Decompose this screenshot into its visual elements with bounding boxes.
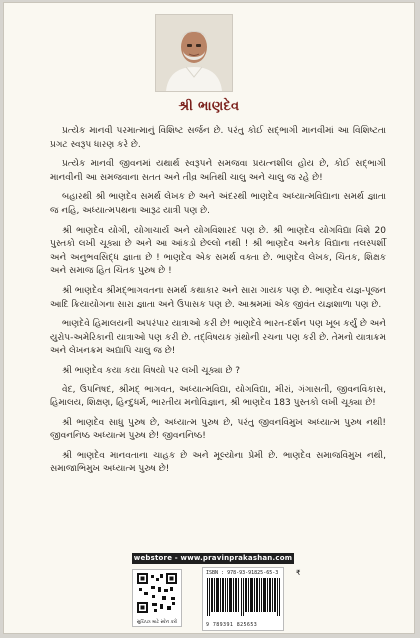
price-label: ₹: [296, 569, 301, 577]
isbn-barcode-box: [202, 567, 284, 631]
author-name-title: શ્રી ભાણદેવ: [178, 99, 240, 114]
blurb-paragraph: શ્રી ભાણદેવ યોગી, યોગાચાર્ય અને યોગવિશારદ પણ છે. શ્રી ભાણદેવ યોગવિદ્યા વિશે 20 પુસ્તકો લખી ચૂક્યા છે અને આ આંકડો છેલ્લો નથી ! શ્રી ભાણદેવ અનેક વિદ્યાના તલસ્પર્શી અને અનુભવસિદ્ધ જ્ઞાતા છે ! ભાણદેવ એક સમર્થ વક્તા છે. ભાણદેવ લેખક, ચિંતક, શિક્ષક અને સમાજ હિત ચિંતક પુરુષ છે !: [50, 225, 386, 277]
blurb: [50, 125, 386, 483]
barcode-number: 9 789391 825653: [206, 622, 258, 628]
blurb-paragraph: શ્રી ભાણદેવ શ્રીમદ્‌ભાગવતના સમર્થ કથાકાર અને સારા ગાયક પણ છે. ભાણદેવ યજ્ઞ-પૂજન આદિ ક્રિયાયોગના સારા જ્ઞાતા અને ઉપાસક પણ છે. આશ્રમમાં એક જીવંત યજ્ઞશાળા પણ છે.: [50, 285, 386, 310]
qr-caption: સુચિપત્ર માટે સ્કેન કરો: [136, 620, 178, 625]
blurb-paragraph: બહારથી શ્રી ભાણદેવ સમર્થ લેખક છે અને અંદરથી ભાણદેવ અધ્યાત્મવિદ્યાના સમર્થ જ્ઞાતા જ નહિ, અધ્યાત્મપથના આરૂઢ યાત્રી પણ છે.: [50, 192, 386, 216]
back-cover: [3, 2, 415, 634]
blurb-paragraph: શ્રી ભાણદેવ સાધુ પુરુષ છે, અધ્યાત્મ પુરુષ છે, પરંતુ જીવનવિમુખ અધ્યાત્મ પુરુષ નથી! જીવનનિષ્ઠ અધ્યાત્મ પુરુષ છે! જીવનનિષ્ઠ!: [50, 417, 386, 442]
qr-code-icon: [137, 573, 177, 613]
blurb-paragraph: શ્રી ભાણદેવ માનવતાના ચાહક છે અને મૂલ્યોના પ્રેમી છે. ભાણદેવ સમાજવિમુખ નથી, સમાજાભિમુખ અધ્યાત્મ પુરુષ છે!: [50, 450, 386, 475]
blurb-question: શ્રી ભાણદેવ કયા કયા વિષયો પર લખી ચૂક્યા છે ?: [62, 365, 241, 376]
blurb-paragraph: પ્રત્યેક માનવી પરમાત્માનું વિશિષ્ટ સર્જન છે. પરંતુ કોઈ સદ્‌ભાગી માનવીમાં આ વિશિષ્ટતા પ્રગટ સ્વરૂપ ધારણ કરે છે.: [50, 126, 386, 150]
blurb-paragraph: ભાણદેવે હિમાલયની અપરંપાર યાત્રાઓ કરી છે! ભાણદેવે ભારત-દર્શન પણ ખૂબ કર્યું છે અને યુરોપ-અમેરિકાની યાત્રાઓ પણ કરી છે. તદ્‌વિષયક ગ્રંથોની રચના પણ કરી છે. તેમનો યાત્રાક્રમ અને લેખનક્રમ અદ્યાપિ ચાલુ જ છે!: [50, 319, 386, 357]
qr-code-box: [132, 569, 182, 627]
author-photo: [155, 14, 233, 92]
isbn-label: ISBN : 978-93-91825-65-3: [206, 570, 279, 576]
blurb-paragraph: પ્રત્યેક માનવી જીવનમાં યથાર્થ સ્વરૂપને સમજવા પ્રયત્નશીલ હોય છે, કોઈ સદ્‌ભાગી માનવીની આ સમજવાના સતત અને તીવ્ર અતિથી ચાલુ અને ચાલુ જ રહે છે!: [50, 159, 386, 183]
webstore-banner: webstore - www.pravinprakashan.com: [133, 554, 293, 562]
barcode-icon: [207, 578, 281, 616]
blurb-paragraph: વેદ, ઉપનિષદ, શ્રીમદ્ ભાગવત, અધ્યાત્મવિદ્યા, યોગવિદ્યા, મીરાં, ગંગાસતી, જીવનવિકાસ, હિમાલય, શિક્ષણ, હિન્દુધર્મ, ભારતીય મનોવિજ્ઞાન, શ્રી ભાણદેવ 183 પુસ્તકો લખી ચૂક્યા છે!: [50, 384, 386, 409]
